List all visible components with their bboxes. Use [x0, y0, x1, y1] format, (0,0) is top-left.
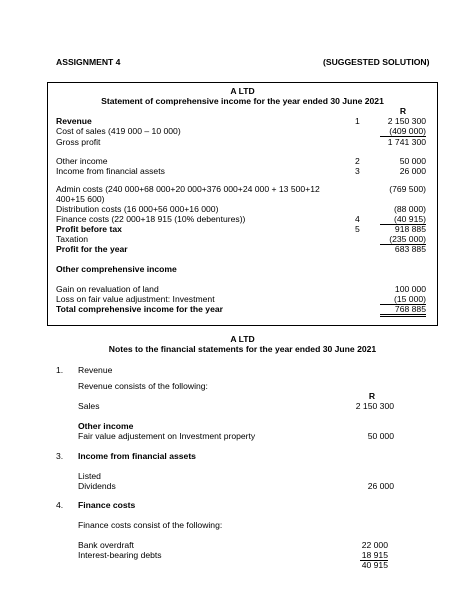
row-label: Finance costs (22 000+18 915 (10% debentures)) — [56, 214, 246, 224]
row-note: 1 — [355, 116, 360, 126]
dividends-value: 26 000 — [367, 481, 394, 491]
note-currency: R — [368, 391, 376, 401]
row-value: 1 741 300 — [387, 137, 426, 147]
row-label: Loss on fair value adjustment: Investment — [56, 294, 215, 304]
row-value: (409 000) — [380, 126, 426, 137]
row-label: Gain on revaluation of land — [56, 284, 159, 294]
row-value: 2 150 300 — [387, 116, 426, 126]
statement-title: Statement of comprehensive income for the year ended 30 June 2021 — [101, 96, 384, 106]
row-note: 2 — [355, 156, 360, 166]
row-label: Profit before tax — [56, 224, 122, 234]
suggested-solution-label: (SUGGESTED SOLUTION) — [323, 57, 430, 67]
statement-company: A LTD — [230, 86, 255, 96]
note-heading: Revenue — [78, 365, 113, 375]
row-value: (769 500) — [389, 184, 426, 194]
note-heading: Income from financial assets — [78, 451, 196, 461]
row-label: Other income — [56, 156, 108, 166]
sales-label: Sales — [78, 401, 100, 411]
dividends-label: Dividends — [78, 481, 116, 491]
row-note: 3 — [355, 166, 360, 176]
row-label: Gross profit — [56, 137, 101, 147]
row-value: 50 000 — [399, 156, 426, 166]
note-number: 1. — [56, 365, 64, 375]
row-value: (235 000) — [380, 234, 426, 245]
note-number: 4. — [56, 500, 64, 510]
assignment-title: ASSIGNMENT 4 — [56, 57, 121, 67]
row-value: 26 000 — [399, 166, 426, 176]
row-label: Other comprehensive income — [56, 264, 177, 274]
fair-value-label: Fair value adjustement on Investment property — [78, 431, 256, 441]
note-intro: Finance costs consist of the following: — [78, 520, 223, 530]
notes-title: Notes to the financial statements for the year ended 30 June 2021 — [108, 344, 377, 354]
row-note: 4 — [355, 214, 360, 224]
row-value: (40 915) — [380, 214, 426, 225]
finance-costs-total: 40 915 — [361, 560, 388, 570]
row-value: (88 000) — [393, 204, 426, 214]
row-label: Revenue — [56, 116, 92, 126]
row-label: Profit for the year — [56, 244, 128, 254]
row-label: Income from financial assets — [56, 166, 165, 176]
row-label: Admin costs (240 000+68 000+20 000+376 000+24 000 + 13 500+12 400+15 600) — [56, 184, 320, 204]
notes-company: A LTD — [230, 334, 255, 344]
row-value: 768 885 — [380, 304, 426, 317]
row-value: 100 000 — [394, 284, 426, 294]
bank-overdraft-label: Bank overdraft — [78, 540, 134, 550]
row-value: 683 885 — [394, 244, 426, 254]
note-heading: Finance costs — [78, 500, 136, 510]
sales-value: 2 150 300 — [355, 401, 394, 411]
row-value: (15 000) — [380, 294, 426, 305]
row-label: Taxation — [56, 234, 89, 244]
row-label: Distribution costs (16 000+56 000+16 000) — [56, 204, 219, 214]
bank-overdraft-value: 22 000 — [361, 540, 388, 550]
interest-bearing-label: Interest-bearing debts — [78, 550, 162, 560]
row-label: Total comprehensive income for the year — [56, 304, 223, 314]
interest-bearing-value: 18 915 — [361, 550, 388, 560]
row-label: Cost of sales (419 000 – 10 000) — [56, 126, 181, 136]
other-income-heading: Other income — [78, 421, 134, 431]
row-note: 5 — [355, 224, 360, 234]
note-number: 3. — [56, 451, 64, 461]
note-intro: Revenue consists of the following: — [78, 381, 208, 391]
fair-value-value: 50 000 — [367, 431, 394, 441]
row-value: 918 885 — [394, 224, 426, 234]
currency-header: R — [399, 106, 407, 116]
listed-label: Listed — [78, 471, 101, 481]
